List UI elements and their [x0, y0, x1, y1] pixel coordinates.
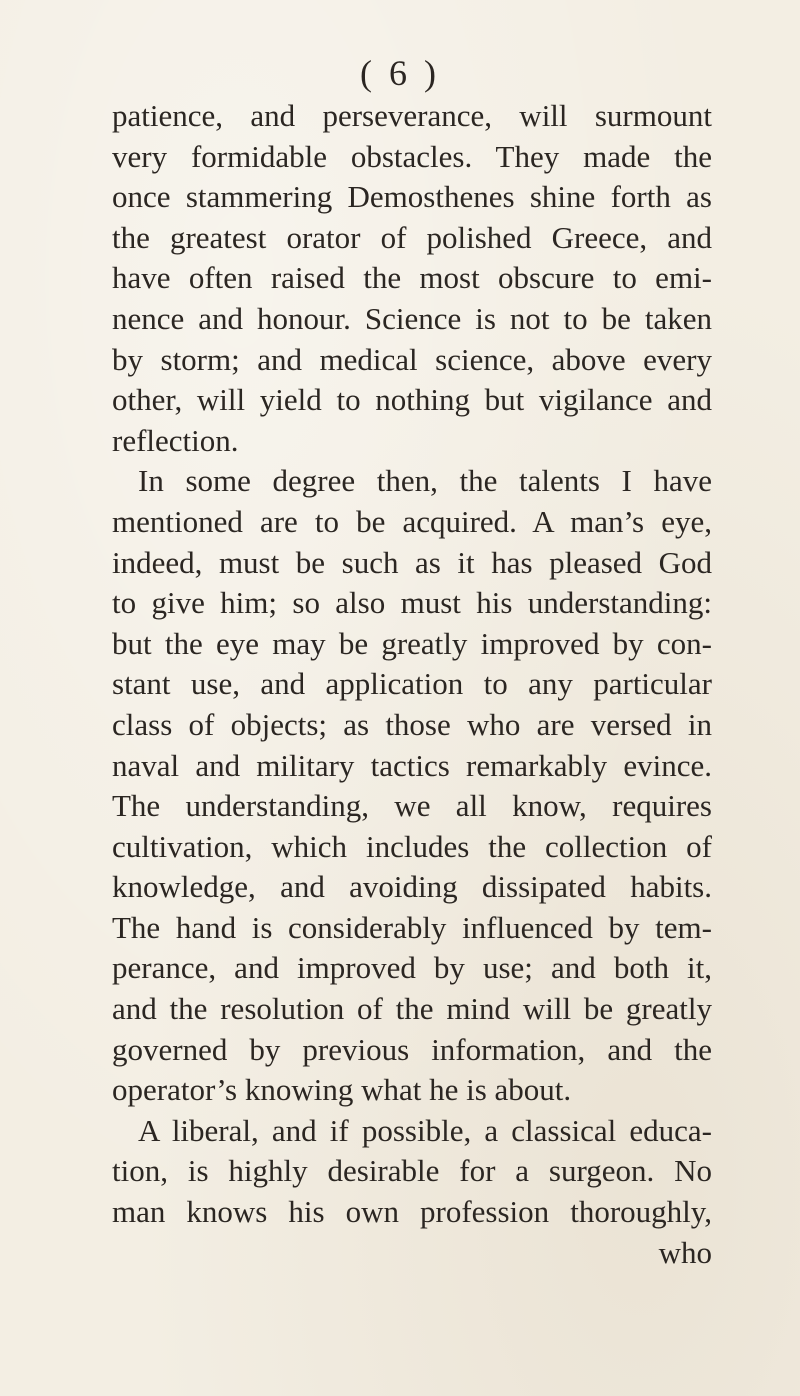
- text-line: class of objects; as those who are versed in: [112, 706, 712, 742]
- catchword: who: [658, 1234, 712, 1270]
- text-line: very formidable obstacles. They made the: [112, 138, 712, 174]
- text-line: A liberal, and if possible, a classical educa-: [138, 1112, 712, 1148]
- text-line: In some degree then, the talents I have: [138, 463, 712, 499]
- text-line: cultivation, which includes the collection of: [112, 828, 712, 864]
- text-line: and the resolution of the mind will be greatly: [112, 991, 712, 1027]
- text-line: The understanding, we all know, requires: [112, 788, 712, 824]
- text-line: other, will yield to nothing but vigilance and: [112, 382, 712, 418]
- page-number: ( 6 ): [360, 53, 440, 93]
- text-line: once stammering Demosthenes shine forth as: [112, 179, 712, 215]
- text-line: tion, is highly desirable for a surgeon. No: [112, 1153, 712, 1189]
- text-line: by storm; and medical science, above every: [112, 341, 712, 377]
- text-line: nence and honour. Science is not to be taken: [112, 300, 712, 336]
- text-line: stant use, and application to any particular: [112, 666, 712, 702]
- body-text: [112, 96, 712, 1273]
- text-line: knowledge, and avoiding dissipated habits.: [112, 869, 712, 905]
- text-line: man knows his own profession thoroughly,: [112, 1194, 712, 1230]
- text-line: patience, and perseverance, will surmount: [112, 98, 712, 133]
- text-line: mentioned are to be acquired. A man’s eye,: [112, 503, 712, 539]
- text-line: the greatest orator of polished Greece, and: [112, 219, 712, 255]
- text-line: operator’s knowing what he is about.: [112, 1072, 572, 1108]
- text-line: reflection.: [112, 422, 239, 458]
- text-line: perance, and improved by use; and both it,: [112, 950, 712, 986]
- text-line: but the eye may be greatly improved by con-: [112, 625, 712, 661]
- text-line: naval and military tactics remarkably evince.: [112, 747, 712, 783]
- text-line: indeed, must be such as it has pleased God: [112, 544, 712, 580]
- text-line: governed by previous information, and the: [112, 1031, 712, 1067]
- text-line: to give him; so also must his understanding:: [112, 585, 712, 621]
- text-line: The hand is considerably influenced by tem-: [112, 909, 712, 945]
- text-line: have often raised the most obscure to emi-: [112, 260, 712, 296]
